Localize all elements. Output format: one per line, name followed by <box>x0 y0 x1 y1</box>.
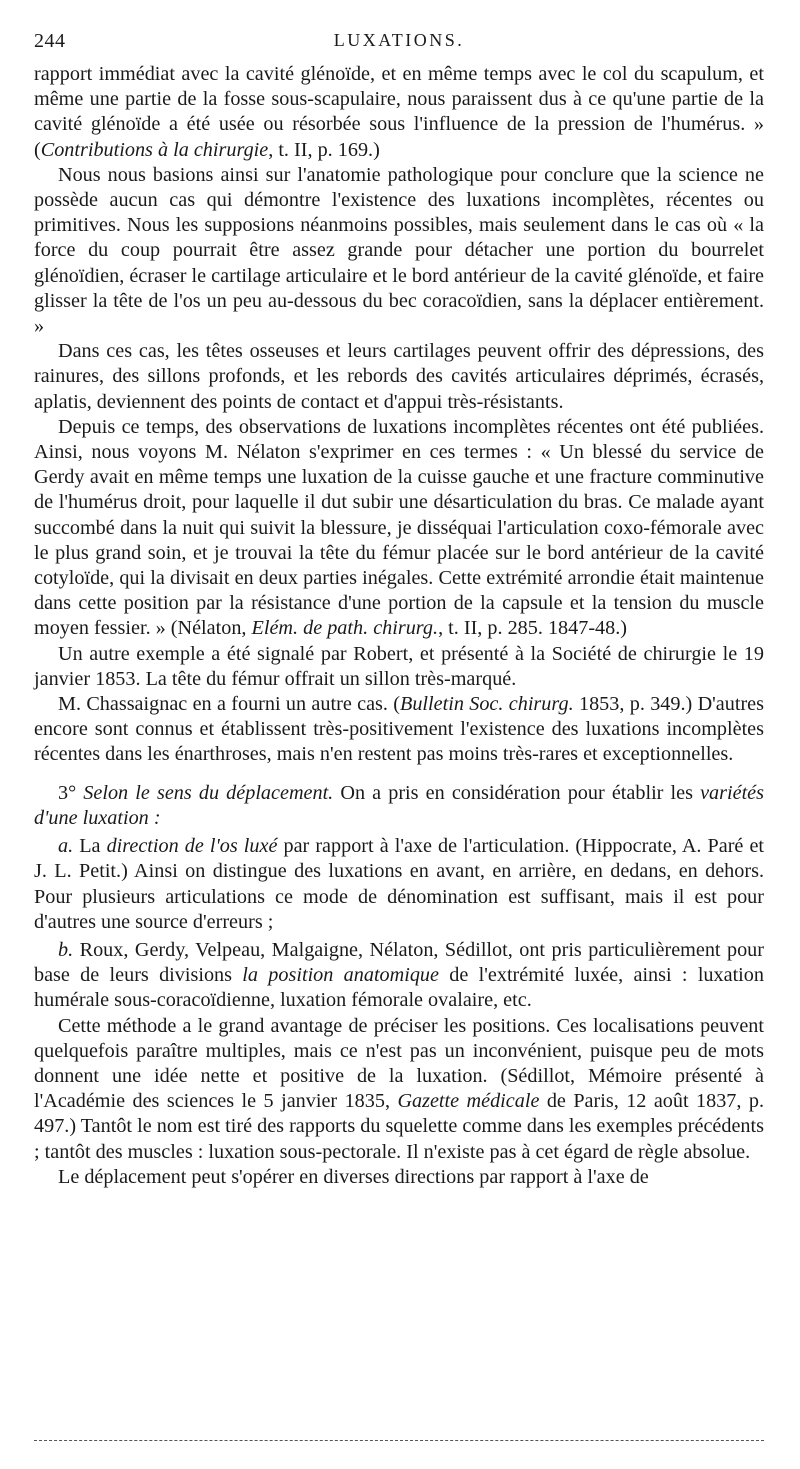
paragraph-6 <box>34 692 764 768</box>
italic-text: Gazette médicale <box>397 1090 540 1113</box>
paragraph-1 <box>34 62 764 163</box>
italic-text: Contributions à la chirurgie <box>40 138 269 161</box>
footer-rule <box>34 1440 764 1441</box>
italic-text: Bulletin Soc. chirurg. <box>400 693 574 716</box>
text-run: 1853, p. 349.) D'autres encore sont connus et établissent très-positivement l'existence des luxations incomplètes récentes dans les énarthroses, mais n'en restent pas moins très-rares et exceptionnelles. <box>34 693 765 766</box>
page-header <box>34 30 764 60</box>
italic-text: Elém. de path. chirurg. <box>251 617 439 640</box>
text-run: La <box>73 835 107 858</box>
text-run: Nous nous basions ainsi sur l'anatomie pathologique pour conclure que la science ne possède aucun cas qui démontre l'existence des luxations incomplètes, récentes ou primitives. Nous les supposions néanmoins possibles, mais seulement dans le cas où « la force du coup pourrait être assez grande pour détacher une portion du bourrelet glénoïdien, écraser le cartilage articulaire et le bord antérieur de la cavité glénoïde, et faire glisser la tête de l'os un peu au-dessous du bec coracoïdien, sans la déplacer entièrement. » <box>34 163 764 338</box>
text-run: de l'extrémité luxée, ainsi : luxation humérale sous-coracoïdienne, luxation fémorale ovalaire, etc. <box>34 964 764 1012</box>
text-run: 3° <box>58 781 84 804</box>
italic-text: b. <box>58 938 74 961</box>
italic-text: Selon le sens du déplacement. <box>83 781 334 804</box>
text-run: Roux, Gerdy, Velpeau, Malgaigne, Nélaton, Sédillot, ont pris particulièrement pour base de leurs divisions <box>34 938 764 987</box>
text-run: de Paris, 12 août 1837, p. 497.) Tantôt le nom est tiré des rapports du squelette comme dans les exemples précédents ; tantôt des muscles : luxation sous-pectorale. Il n'existe pas à cet égard de règle absolue. <box>34 1090 765 1163</box>
paragraph-10 <box>34 1014 764 1165</box>
text-run: Depuis ce temps, des observations de luxations incomplètes récentes ont été publiées. Ainsi, nous voyons M. Nélaton s'exprimer en ces termes : « Un blessé du service de Gerdy avait en même temps une luxation de la cuisse gauche et une fracture comminutive de l'humérus droit, pour laquelle il dut subir une désarticulation du bras. Ce malade ayant succombé dans la nuit qui suivit la blessure, je disséquai l'articulation coxo-fémorale avec le plus grand soin, et je trouvai la tête du fémur placée sur le bord antérieur de la cavité cotyloïde, qui la divisait en deux parties inégales. Cette extrémité arrondie était maintenue dans cette position par la résistance d'une portion de la capsule et la tension du muscle moyen fessier. » (Nélaton, <box>34 415 764 640</box>
running-head: LUXATIONS. <box>333 30 465 50</box>
text-run: Un autre exemple a été signalé par Robert, et présenté à la Société de chirurgie le 19 janvier 1853. La tête du fémur offrait un sillon très-marqué. <box>34 642 764 690</box>
paragraph-3 <box>34 339 764 415</box>
text-run: Dans ces cas, les têtes osseuses et leurs cartilages peuvent offrir des dépressions, des rainures, des sillons profonds, et les rebords des cavités articulaires déprimés, écrasés, aplatis, deviennent des points de contact et d'appui très-résistants. <box>34 340 764 413</box>
paragraph-5 <box>34 642 764 692</box>
text-run: M. Chassaignac en a fourni un autre cas. ( <box>58 693 400 716</box>
paragraph-8 <box>34 834 764 935</box>
body-text <box>34 62 764 1190</box>
italic-text: a. <box>58 835 74 858</box>
text-run: Le déplacement peut s'opérer en diverses directions par rapport à l'axe de <box>58 1165 649 1188</box>
italic-text: la position anatomique <box>242 964 439 987</box>
paragraph-7 <box>34 781 764 831</box>
text-run: On a pris en considération pour établir les <box>333 781 701 804</box>
paragraph-4 <box>34 415 764 642</box>
text-run: , t. II, p. 285. 1847-48.) <box>438 617 628 640</box>
text-run: par rapport à l'axe de l'articulation. (Hippocrate, A. Paré et J. L. Petit.) Ainsi on distingue des luxations en avant, en arrière, en dedans, en dehors. Pour plusieurs articulations ce mode de dénomination est suffisant, mais il est pour d'autres une source d'erreurs ; <box>34 835 765 933</box>
paragraph-2 <box>34 163 764 339</box>
text-run: Cette méthode a le grand avantage de préciser les positions. Ces localisations peuvent quelquefois paraître multiples, mais ce n'est pas un inconvénient, puisque peu de mots donnent une idée nette et positive de la luxation. (Sédillot, Mémoire présenté à l'Académie des sciences le 5 janvier 1835, <box>34 1014 764 1113</box>
italic-text: variétés d'une luxation : <box>34 781 764 829</box>
page-number: 244 <box>34 30 66 52</box>
italic-text: direction de l'os luxé <box>106 835 278 858</box>
text-run: rapport immédiat avec la cavité glénoïde, et en même temps avec le col du scapulum, et même une partie de la fosse sous-scapulaire, nous paraissent dus à ce qu'une partie de la cavité glénoïde a été usée ou résorbée sous l'influence de la pression de l'humérus. » ( <box>34 63 764 161</box>
paragraph-9 <box>34 938 764 1014</box>
paragraph-11 <box>34 1165 764 1190</box>
text-run: , t. II, p. 169.) <box>268 138 380 161</box>
